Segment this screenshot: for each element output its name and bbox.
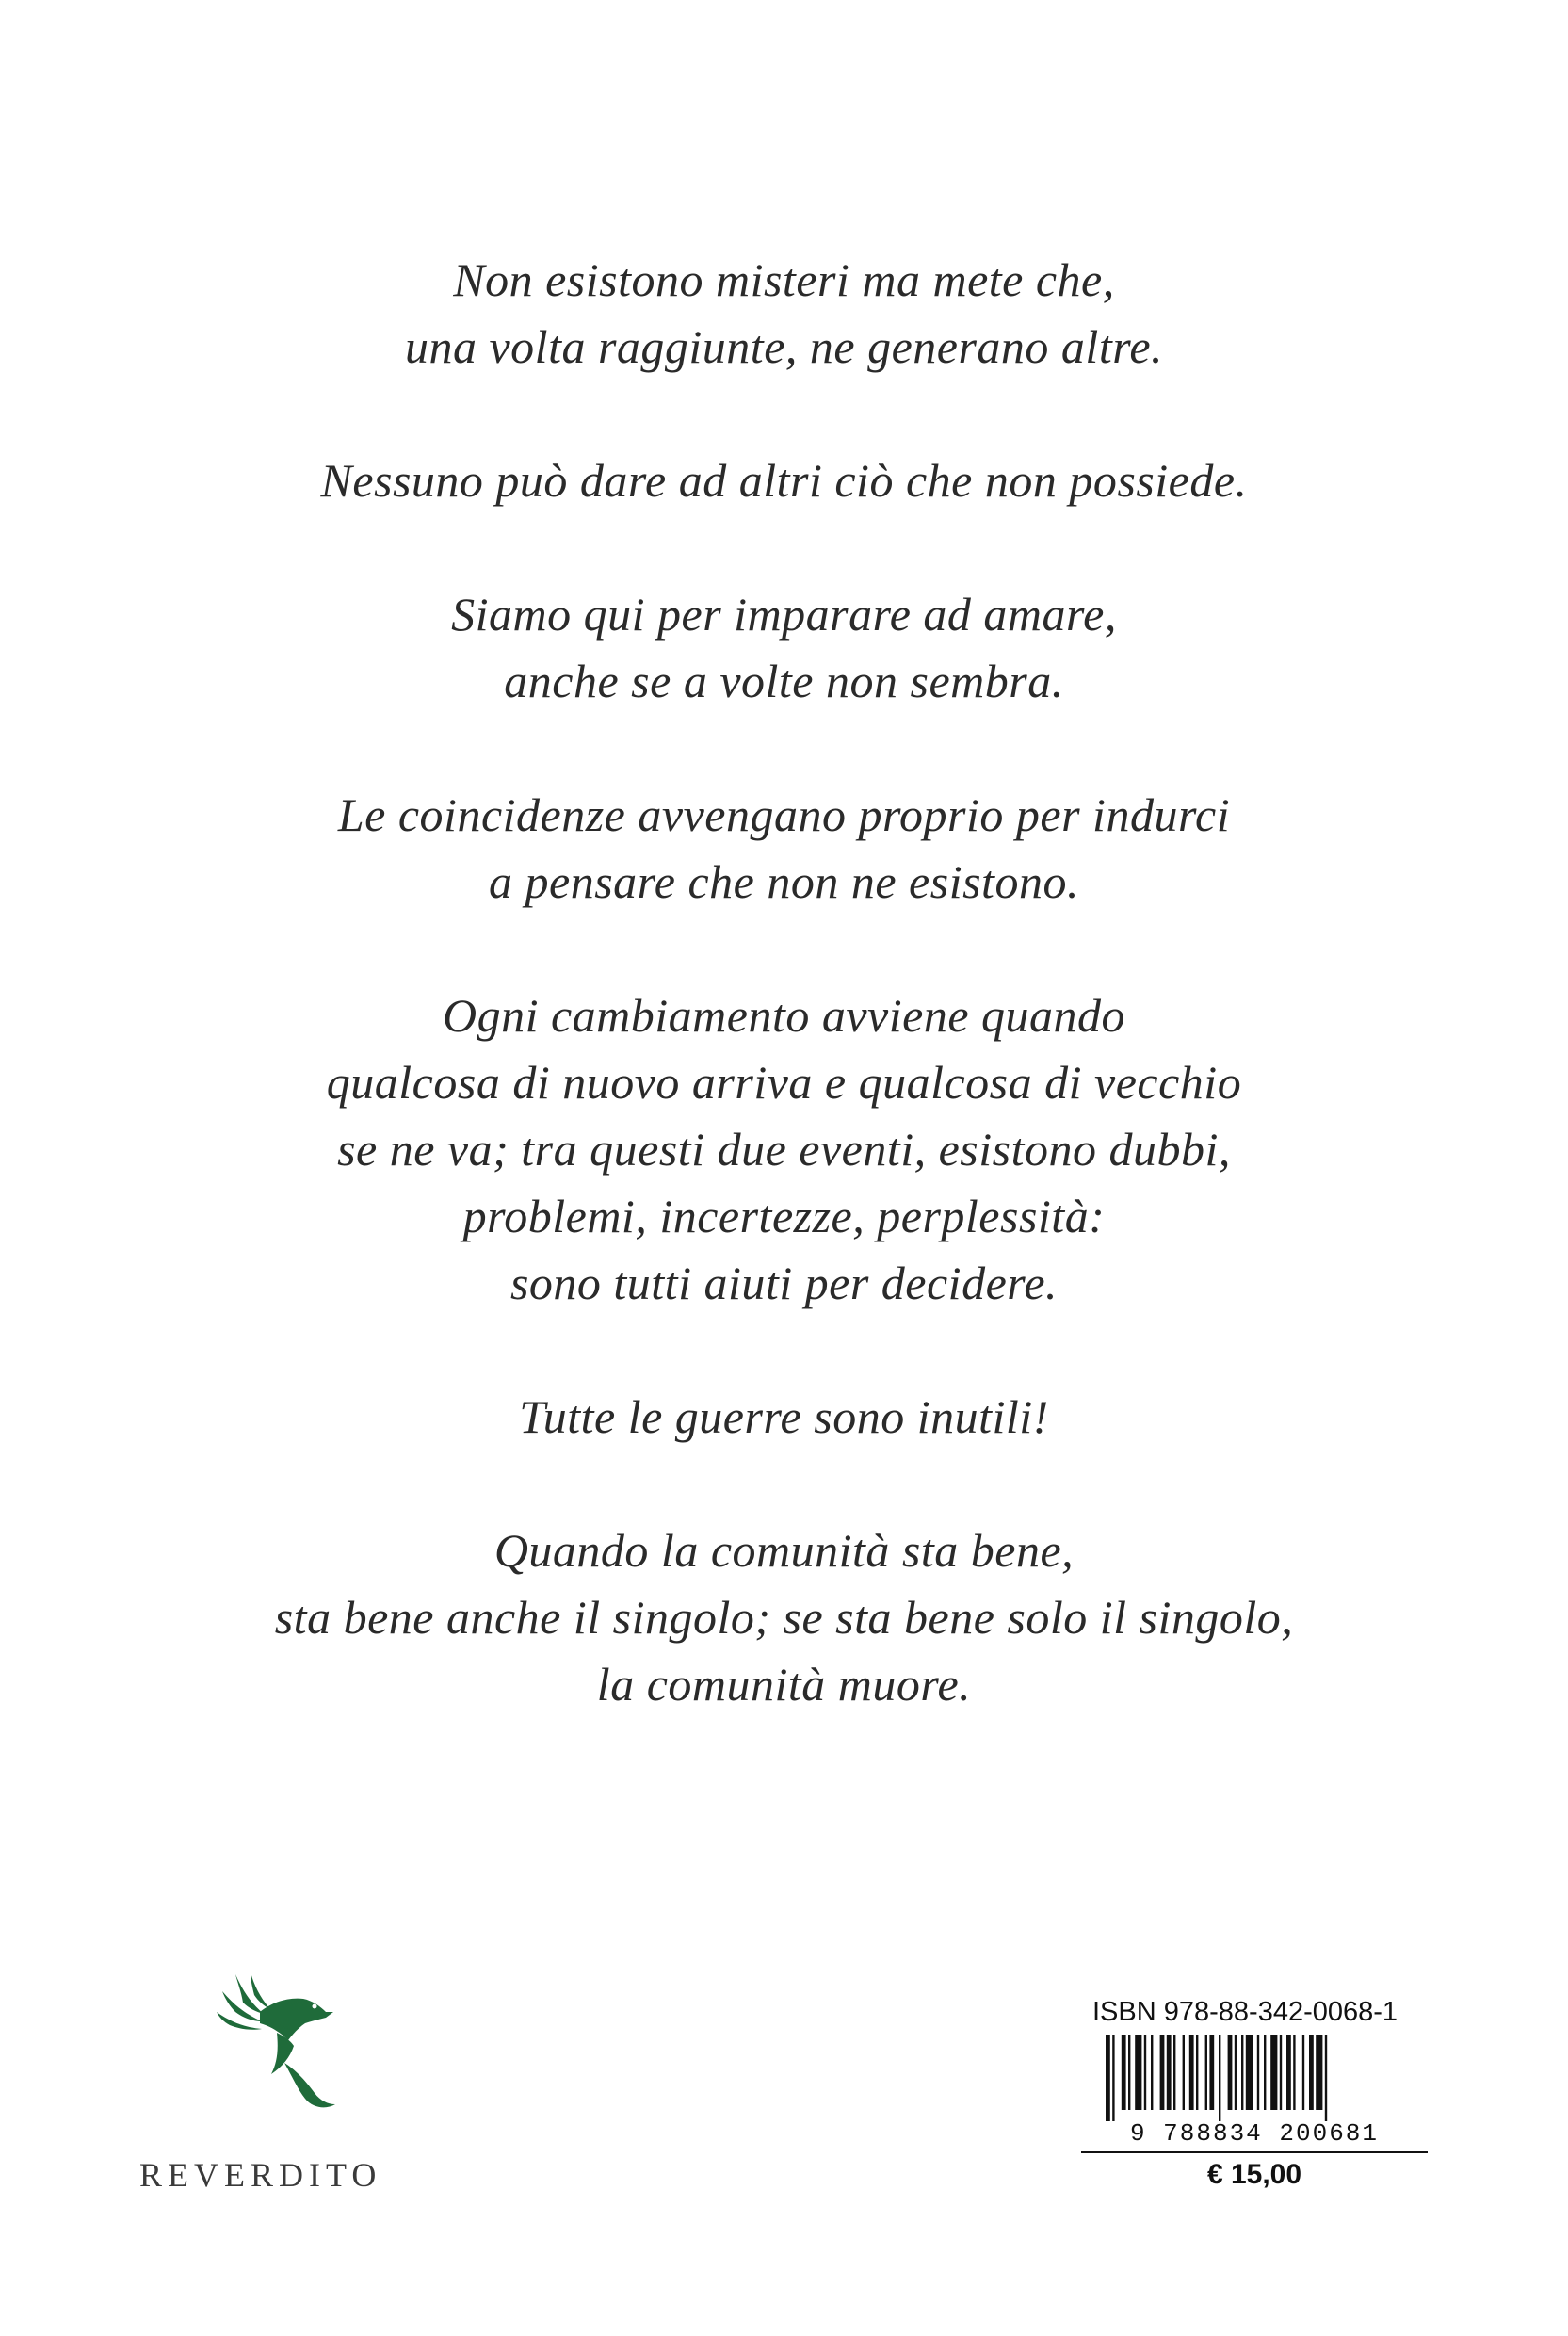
barcode-bar [1151,2035,1153,2110]
barcode-bar [1235,2035,1237,2110]
quote-line: Siamo qui per imparare ad amare, [451,588,1117,641]
barcode-bar [1205,2035,1207,2110]
barcode-bar [1309,2035,1314,2110]
eagle-r-logo-icon [215,1971,337,2112]
quote [0,1517,1568,1718]
barcode-bar [1293,2035,1295,2110]
barcode-bar [1112,2035,1114,2121]
barcode-bar [1173,2035,1175,2110]
barcode-bar [1219,2035,1220,2121]
quote-line: la comunità muore. [596,1658,972,1711]
barcode-digits: 9 788834 200681 [1129,2119,1380,2146]
barcode-bar [1167,2035,1172,2110]
publisher-logo [139,1971,431,2197]
price-divider [1081,2151,1428,2153]
quote [0,247,1568,381]
barcode-bar [1189,2035,1194,2110]
barcode-bar [1246,2035,1253,2110]
quotes-block [0,247,1568,1785]
barcode-area [1081,1997,1428,2190]
barcode-bar [1302,2035,1304,2110]
quote [0,581,1568,715]
quote-line: Le coincidenze avvengano proprio per indurci [337,788,1231,841]
quote-line: Tutte le guerre sono inutili! [519,1390,1049,1443]
quote-line: Quando la comunità sta bene, [493,1524,1075,1577]
barcode-bar [1106,2035,1110,2121]
barcode-bar [1196,2035,1198,2110]
quote-line: sta bene anche il singolo; se sta bene solo il singolo, [274,1591,1294,1644]
barcode-bar [1122,2035,1126,2110]
quote-line: Non esistono misteri ma mete che, [453,253,1115,306]
barcode-bar [1280,2035,1282,2110]
isbn-label: ISBN 978-88-342-0068-1 [1092,1997,1398,2027]
barcode-bar [1228,2035,1233,2110]
barcode-bar [1241,2035,1243,2110]
barcode-bar [1144,2035,1146,2110]
publisher-name: REVERDITO [139,2156,382,2194]
quote-line: qualcosa di nuovo arriva e qualcosa di vecchio [326,1056,1242,1109]
barcode-bar [1135,2035,1141,2110]
quote-line: anche se a volte non sembra. [504,655,1064,707]
barcode-bar [1160,2035,1165,2110]
barcode-bar [1183,2035,1185,2110]
quote-line: problemi, incertezze, perplessità: [462,1190,1106,1242]
barcode-bar [1325,2035,1327,2121]
barcode-bar [1270,2035,1277,2110]
quote-line: Ogni cambiamento avviene quando [442,989,1126,1042]
quote-line: una volta raggiunte, ne generano altre. [404,320,1164,373]
barcode-bar [1128,2035,1130,2110]
barcode-bar [1286,2035,1291,2110]
quote [0,1384,1568,1451]
barcode-bar [1209,2035,1214,2110]
quote-line: Nessuno può dare ad altri ciò che non possiede. [320,454,1248,507]
barcode-bar [1264,2035,1266,2110]
quote [0,447,1568,514]
quote [0,982,1568,1317]
price-label: € 15,00 [1206,2159,1302,2190]
barcode-bar [1316,2035,1322,2110]
quote-line: se ne va; tra questi due eventi, esistono dubbi, [337,1123,1231,1176]
quote [0,782,1568,916]
barcode [1081,2035,1428,2146]
barcode-bar [1257,2035,1259,2110]
quote-line: sono tutti aiuti per decidere. [509,1257,1059,1309]
quote-line: a pensare che non ne esistono. [489,855,1079,908]
